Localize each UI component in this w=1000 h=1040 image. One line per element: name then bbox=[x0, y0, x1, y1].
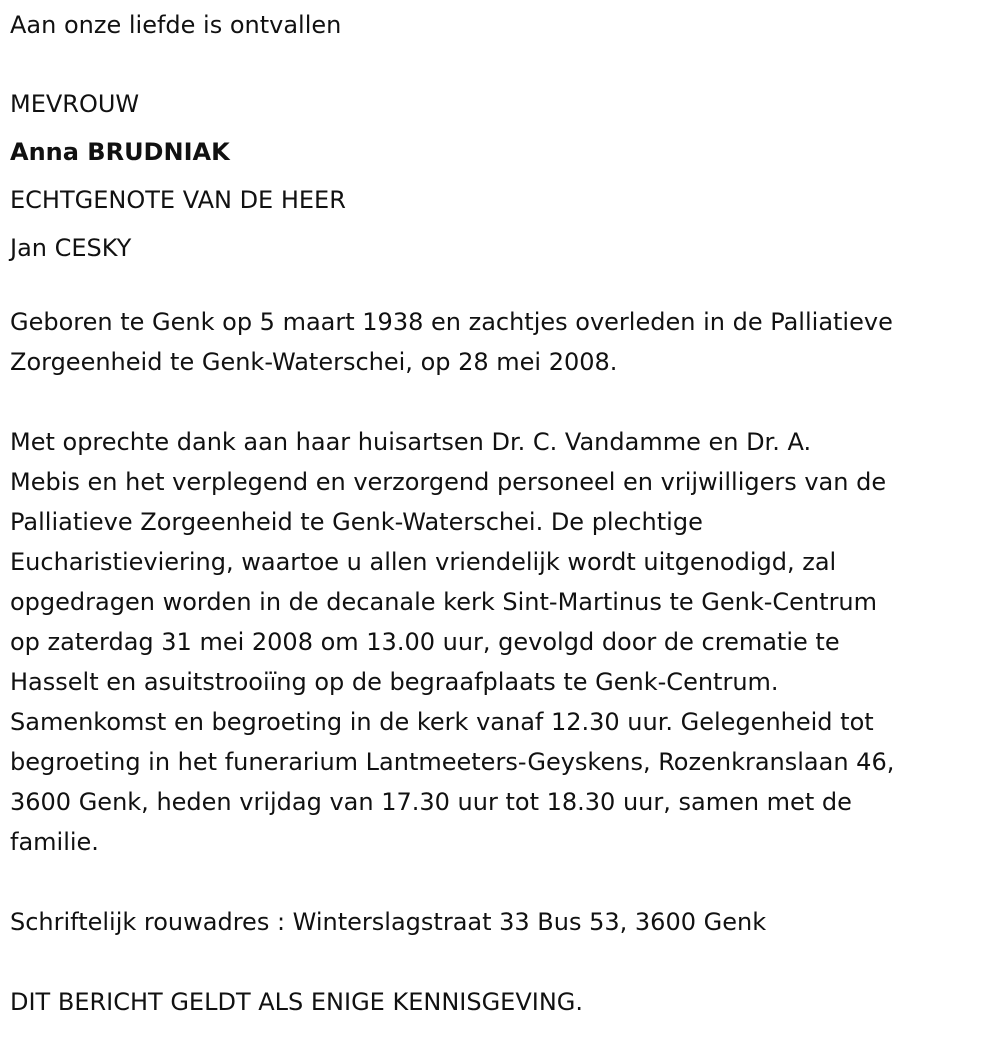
paragraph-line: Palliatieve Zorgeenheid te Genk-Waterschei. De plechtige bbox=[10, 508, 703, 536]
paragraph-line: familie. bbox=[10, 828, 99, 856]
spacer bbox=[10, 862, 995, 902]
paragraph-line: opgedragen worden in de decanale kerk Sint-Martinus te Genk-Centrum bbox=[10, 588, 878, 616]
paragraph-line: Samenkomst en begroeting in de kerk vanaf 12.30 uur. Gelegenheid tot bbox=[10, 708, 874, 736]
notice-footer: DIT BERICHT GELDT ALS ENIGE KENNISGEVING. bbox=[10, 988, 584, 1016]
paragraph-line: Met oprechte dank aan haar huisartsen Dr. C. Vandamme en Dr. A. bbox=[10, 428, 812, 456]
spacer bbox=[10, 50, 995, 80]
paragraph-line: begroeting in het funerarium Lantmeeters-Geyskens, Rozenkranslaan 46, bbox=[10, 748, 895, 776]
deceased-title: MEVROUW bbox=[10, 90, 140, 118]
paragraph-line: 3600 Genk, heden vrijdag van 17.30 uur tot 18.30 uur, samen met de bbox=[10, 788, 852, 816]
obituary-notice bbox=[10, 0, 995, 1022]
spacer bbox=[10, 272, 995, 302]
paragraph-line: Eucharistieviering, waartoe u allen vriendelijk wordt uitgenodigd, zal bbox=[10, 548, 837, 576]
deceased-name: Anna BRUDNIAK bbox=[10, 138, 230, 166]
deceased-relation: ECHTGENOTE VAN DE HEER bbox=[10, 186, 346, 214]
spouse-name: Jan CESKY bbox=[10, 234, 132, 262]
mourning-address: Schriftelijk rouwadres : Winterslagstraat 33 Bus 53, 3600 Genk bbox=[10, 908, 767, 936]
spacer bbox=[10, 942, 995, 982]
paragraph-line: Mebis en het verplegend en verzorgend personeel en vrijwilligers van de bbox=[10, 468, 887, 496]
paragraph-line: Geboren te Genk op 5 maart 1938 en zachtjes overleden in de Palliatieve bbox=[10, 308, 893, 336]
intro-text: Aan onze liefde is ontvallen bbox=[10, 11, 342, 39]
thanks-paragraph bbox=[10, 422, 995, 862]
spacer bbox=[10, 382, 995, 422]
paragraph-line: Zorgeenheid te Genk-Waterschei, op 28 mei 2008. bbox=[10, 348, 618, 376]
birth-death-paragraph bbox=[10, 302, 995, 382]
paragraph-line: Hasselt en asuitstrooiïng op de begraafplaats te Genk-Centrum. bbox=[10, 668, 779, 696]
paragraph-line: op zaterdag 31 mei 2008 om 13.00 uur, gevolgd door de crematie te bbox=[10, 628, 840, 656]
